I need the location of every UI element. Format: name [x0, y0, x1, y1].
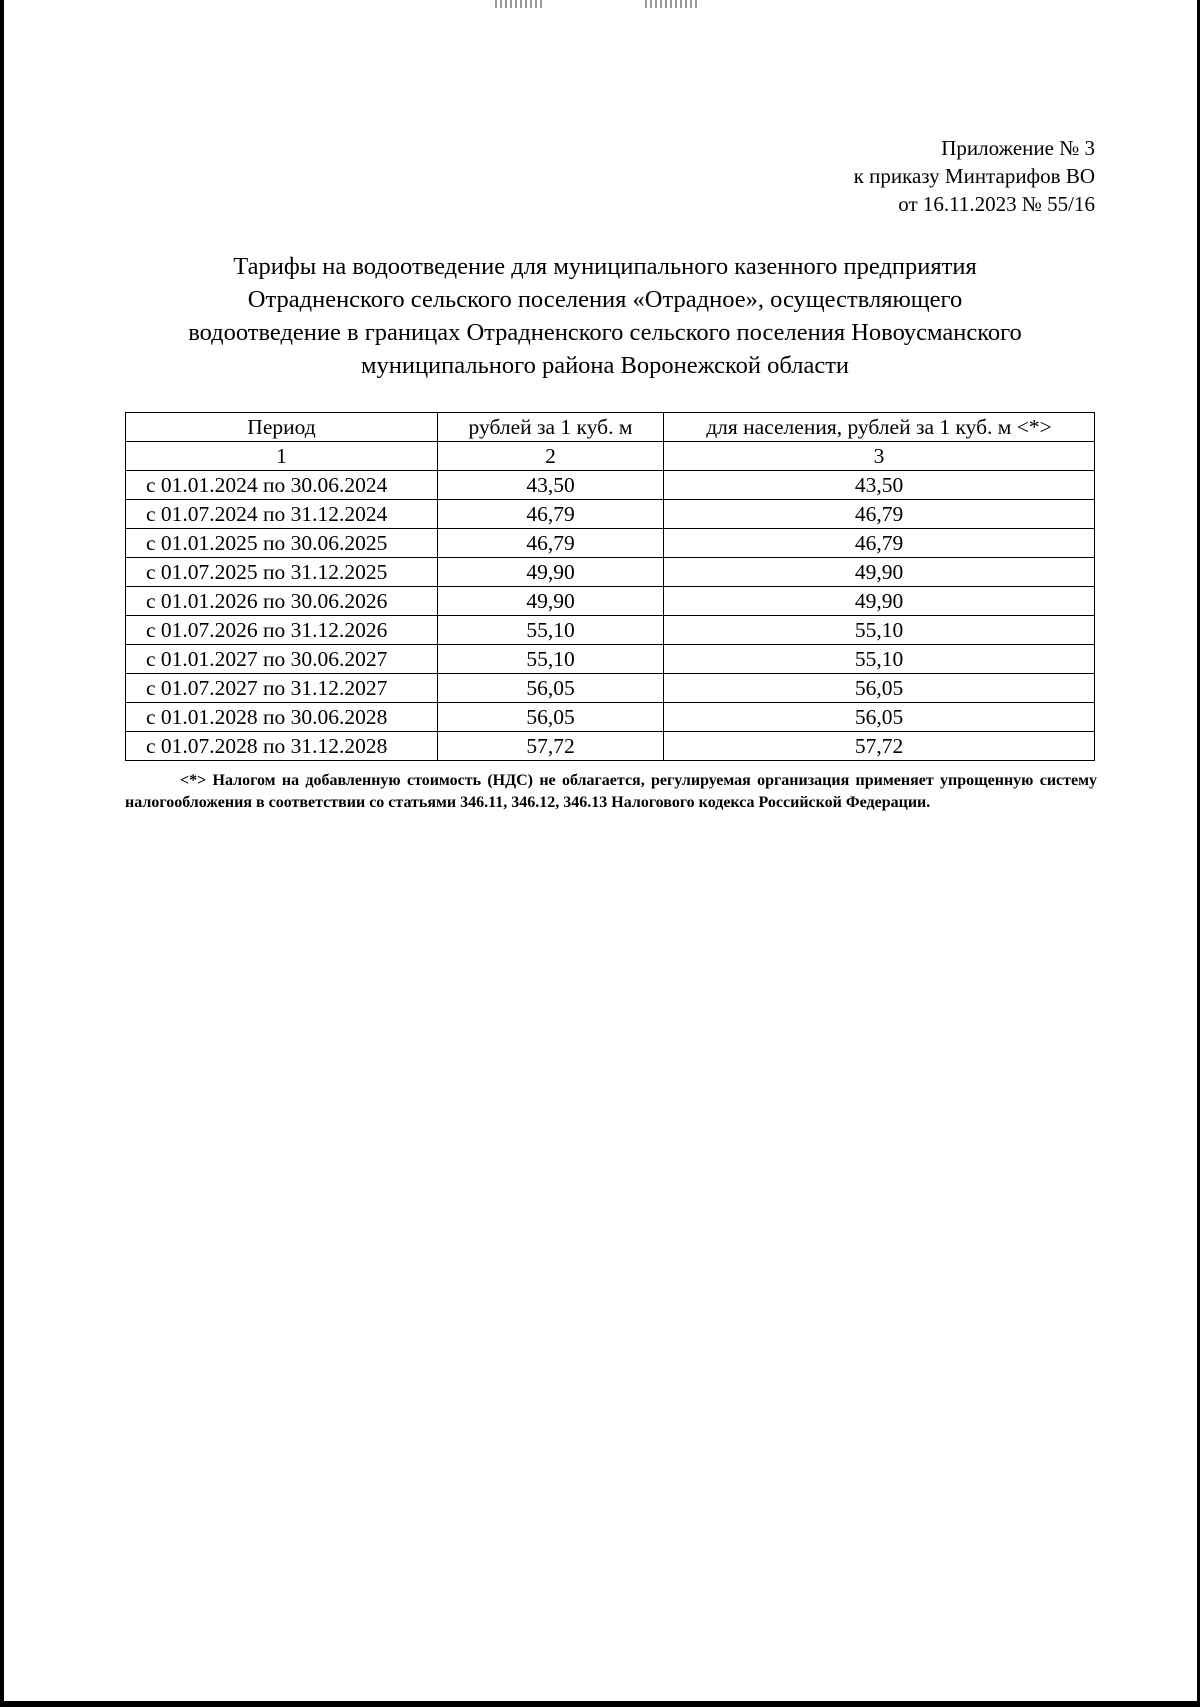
- rub-cell: 57,72: [438, 732, 664, 761]
- population-cell: 56,05: [664, 674, 1095, 703]
- table-row: [126, 500, 1095, 529]
- column-number-row: [126, 442, 1095, 471]
- title-line: Отрадненского сельского поселения «Отрадное», осуществляющего: [247, 286, 963, 313]
- rub-cell: 46,79: [438, 529, 664, 558]
- period-cell: с 01.01.2025 по 30.06.2025: [126, 529, 438, 558]
- column-number: 2: [438, 442, 664, 471]
- column-number: 1: [126, 442, 438, 471]
- appendix-number: Приложение № 3: [941, 136, 1095, 160]
- document-title: [110, 250, 1100, 382]
- rub-cell: 55,10: [438, 616, 664, 645]
- table-row: [126, 558, 1095, 587]
- appendix-order-ref: к приказу Минтарифов ВО: [853, 164, 1095, 188]
- appendix-order-date: от 16.11.2023 № 55/16: [898, 192, 1095, 216]
- population-cell: 46,79: [664, 529, 1095, 558]
- scan-artifact: [495, 0, 545, 8]
- table-row: [126, 674, 1095, 703]
- table-row: [126, 471, 1095, 500]
- table-row: [126, 616, 1095, 645]
- table-row: [126, 703, 1095, 732]
- period-cell: с 01.07.2027 по 31.12.2027: [126, 674, 438, 703]
- rub-cell: 46,79: [438, 500, 664, 529]
- title-line: муниципального района Воронежской области: [360, 352, 850, 379]
- period-cell: с 01.07.2024 по 31.12.2024: [126, 500, 438, 529]
- scan-artifact: [645, 0, 697, 8]
- table-row: [126, 587, 1095, 616]
- rub-cell: 56,05: [438, 703, 664, 732]
- column-number: 3: [664, 442, 1095, 471]
- rub-cell: 43,50: [438, 471, 664, 500]
- scan-border-bottom: [0, 1701, 1200, 1707]
- population-cell: 49,90: [664, 558, 1095, 587]
- population-cell: 56,05: [664, 703, 1095, 732]
- footnote-text: <*> Налогом на добавленную стоимость (НДС) не облагается, регулируемая организация применяет упрощенную систему налогообложения в соответствии со статьями 346.11, 346.12, 346.13 Налогового кодекса Российской Федерации.: [125, 772, 1097, 811]
- period-cell: с 01.01.2027 по 30.06.2027: [126, 645, 438, 674]
- vat-footnote: [125, 770, 1097, 814]
- table-header-row: [126, 413, 1095, 442]
- rub-cell: 56,05: [438, 674, 664, 703]
- title-line: Тарифы на водоотведение для муниципального казенного предприятия: [233, 253, 977, 280]
- title-line: водоотведение в границах Отрадненского сельского поселения Новоусманского: [188, 319, 1022, 346]
- rub-cell: 49,90: [438, 587, 664, 616]
- rub-cell: 49,90: [438, 558, 664, 587]
- population-cell: 43,50: [664, 471, 1095, 500]
- period-cell: с 01.01.2024 по 30.06.2024: [126, 471, 438, 500]
- tariff-table: [125, 412, 1095, 761]
- header-rub: рублей за 1 куб. м: [438, 413, 664, 442]
- header-period: Период: [126, 413, 438, 442]
- population-cell: 46,79: [664, 500, 1095, 529]
- scan-border-left: [0, 0, 4, 1707]
- population-cell: 49,90: [664, 587, 1095, 616]
- appendix-header: [854, 134, 1095, 218]
- period-cell: с 01.07.2025 по 31.12.2025: [126, 558, 438, 587]
- header-population: для населения, рублей за 1 куб. м <*>: [664, 413, 1095, 442]
- table-row: [126, 732, 1095, 761]
- table-row: [126, 529, 1095, 558]
- period-cell: с 01.01.2026 по 30.06.2026: [126, 587, 438, 616]
- period-cell: с 01.07.2026 по 31.12.2026: [126, 616, 438, 645]
- population-cell: 57,72: [664, 732, 1095, 761]
- rub-cell: 55,10: [438, 645, 664, 674]
- period-cell: с 01.01.2028 по 30.06.2028: [126, 703, 438, 732]
- table-row: [126, 645, 1095, 674]
- period-cell: с 01.07.2028 по 31.12.2028: [126, 732, 438, 761]
- population-cell: 55,10: [664, 616, 1095, 645]
- population-cell: 55,10: [664, 645, 1095, 674]
